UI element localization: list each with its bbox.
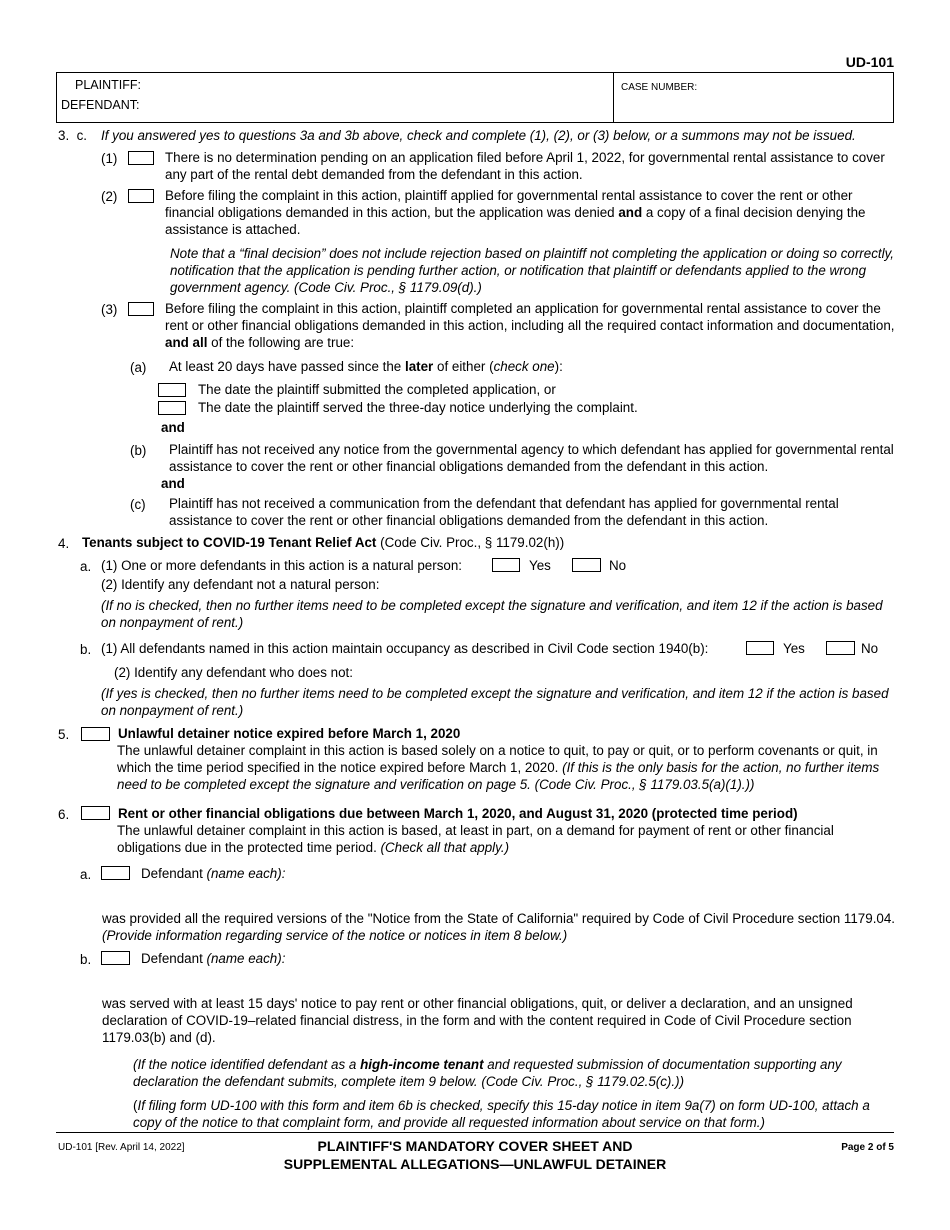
item-6a-text xyxy=(102,910,897,944)
item-6a-text-body: was provided all the required versions of the "Notice from the State of California" required by Code of Civil Procedure section 1179.04. xyxy=(102,911,896,926)
case-number-label: CASE NUMBER: xyxy=(621,82,698,93)
item-6a-defendant xyxy=(141,865,285,882)
item-3c3c-number: (c) xyxy=(130,497,146,512)
item-3c3b-number: (b) xyxy=(130,443,147,458)
item-3c-intro: If you answered yes to questions 3a and 3b above, check and complete (1), (2), or (3) below, or a summons may not be issued. xyxy=(101,128,856,143)
item-6-note-1-a: (If the notice identified defendant as a xyxy=(133,1057,361,1072)
item-4b1-no-label: No xyxy=(861,641,879,656)
item-4b-note: (If yes is checked, then no further items need to be completed except the signature and verification, and item 12 if the action is based on nonpayment of rent.) xyxy=(101,686,889,718)
item-3c3-number: (3) xyxy=(101,302,118,317)
caption-box xyxy=(56,72,894,123)
item-5-checkbox[interactable] xyxy=(81,727,110,741)
item-3c3a-text-1: At least 20 days have passed since the xyxy=(169,359,405,374)
item-6b-defendant-label: Defendant xyxy=(141,951,207,966)
item-4a1-no-checkbox[interactable] xyxy=(572,558,601,572)
item-6-note-1 xyxy=(133,1056,893,1090)
page-number: Page 2 of 5 xyxy=(841,1142,894,1153)
footer-title-line-1: PLAINTIFF'S MANDATORY COVER SHEET AND xyxy=(317,1138,633,1154)
item-6-title: Rent or other financial obligations due between March 1, 2020, and August 31, 2020 (protected time period) xyxy=(118,806,798,821)
item-3c3a-later: later xyxy=(404,359,434,374)
item-3c3-text-a: Before filing the complaint in this action, plaintiff completed an application for governmental rental assistance to cover the rent or other financial obligations demanded in this action, including all the required contact information and documentation, xyxy=(165,301,895,333)
item-5-text-body: The unlawful detainer complaint in this action is based solely on a notice to quit, to pay or quit, or to perform covenants or quit, in which the time period specified in the notice expired before March 1, 2020. xyxy=(117,743,878,775)
item-3c3-text-b: of the following are true: xyxy=(207,335,355,350)
plaintiff-label: PLAINTIFF: xyxy=(75,78,141,92)
item-4-heading xyxy=(82,534,564,551)
item-6-checkbox[interactable] xyxy=(81,806,110,820)
item-6a-text-note: (Provide information regarding service of the notice or notices in item 8 below.) xyxy=(102,928,568,943)
item-6b-checkbox[interactable] xyxy=(101,951,130,965)
item-5-title: Unlawful detainer notice expired before March 1, 2020 xyxy=(118,726,461,741)
item-3c3-and-1: and xyxy=(161,420,185,435)
item-6b-label: b. xyxy=(80,952,92,967)
item-4a2-text: (2) Identify any defendant not a natural person: xyxy=(101,577,380,592)
item-4b1-text: (1) All defendants named in this action maintain occupancy as described in Civil Code section 1940(b): xyxy=(101,641,709,656)
item-6-note-2 xyxy=(133,1097,893,1131)
item-3c3a-choice1-checkbox[interactable] xyxy=(158,383,186,397)
item-3c2-and: and xyxy=(618,205,643,220)
item-4b1-yes-label: Yes xyxy=(783,641,805,656)
item-5-text xyxy=(117,742,897,793)
item-3c3a-text xyxy=(169,358,563,375)
item-3c2-checkbox[interactable] xyxy=(128,189,154,203)
item-6a-name-each: (name each): xyxy=(206,866,286,881)
item-6-note-1-bold: high-income tenant xyxy=(360,1057,484,1072)
item-3c2-text-a: Before filing the complaint in this action, plaintiff applied for governmental rental assistance to cover the rent or other financial obligations demanded in this action, but the application was denied xyxy=(165,188,853,220)
item-6a-defendant-label: Defendant xyxy=(141,866,207,881)
footer-rule xyxy=(56,1132,894,1133)
item-5-text-note: (If this is the only basis for the action, no further items need to be completed except the signature and verification on page 5. (Code Civ. Proc., § 1179.03.5(a)(1).)) xyxy=(117,760,880,792)
item-3c3a-text-3: ): xyxy=(554,359,563,374)
item-6-text-note: (Check all that apply.) xyxy=(380,840,510,855)
item-3c3b-text: Plaintiff has not received any notice from the governmental agency to which defendant has applied for governmental rental assistance to cover the rent or other financial obligations demanded from the defendant in this action. xyxy=(169,442,894,474)
item-3c-number: 3. c. xyxy=(58,128,88,143)
item-4a1-text: (1) One or more defendants in this action is a natural person: xyxy=(101,558,462,573)
item-4b-label: b. xyxy=(80,642,92,657)
footer-title xyxy=(250,1137,700,1173)
item-3c3a-choice2-text: The date the plaintiff served the three-day notice underlying the complaint. xyxy=(198,400,638,415)
item-3c1-number: (1) xyxy=(101,151,118,166)
item-3c1-checkbox[interactable] xyxy=(128,151,154,165)
item-6-note-2-a: ( xyxy=(133,1098,138,1113)
item-4b1-no-checkbox[interactable] xyxy=(826,641,855,655)
form-code: UD-101 xyxy=(845,54,894,70)
item-6a-label: a. xyxy=(80,867,92,882)
item-6-note-1-b: and requested submission of documentation supporting any declaration the defendant submits, complete item 9 below. (Code Civ. Proc., § 1179.02.5(c).)) xyxy=(133,1057,842,1089)
footer-revision: UD-101 [Rev. April 14, 2022] xyxy=(58,1142,185,1153)
item-3c3-text xyxy=(165,300,895,351)
item-6a-checkbox[interactable] xyxy=(101,866,130,880)
item-5-number: 5. xyxy=(58,727,70,742)
item-3c3-checkbox[interactable] xyxy=(128,302,154,316)
item-3c3-and-all: and all xyxy=(165,335,208,350)
item-4-number: 4. xyxy=(58,536,70,551)
item-3c3a-text-2: of either ( xyxy=(433,359,494,374)
item-3c3a-check-one: check one xyxy=(493,359,555,374)
item-4a1-yes-checkbox[interactable] xyxy=(492,558,520,572)
item-3c2-text-b: a copy of a final decision denying the assistance is attached. xyxy=(165,205,866,237)
item-3c3-and-2: and xyxy=(161,476,185,491)
item-6b-defendant xyxy=(141,950,285,967)
item-3c3a-choice2-checkbox[interactable] xyxy=(158,401,186,415)
item-4b1-yes-checkbox[interactable] xyxy=(746,641,774,655)
item-3c2-note: Note that a “final decision” does not include rejection based on plaintiff not completing the application or doing so correctly, notification that the application is pending further action, or notification that plaintiff or defendants applied to the wrong government agency. (Code Civ. Proc., § 1179.09(d).) xyxy=(170,246,895,295)
item-3c3a-number: (a) xyxy=(130,360,147,375)
item-6-text xyxy=(117,822,897,856)
item-6b-name-each: (name each): xyxy=(206,951,286,966)
item-4a1-no-label: No xyxy=(609,558,627,573)
footer-title-line-2: SUPPLEMENTAL ALLEGATIONS—UNLAWFUL DETAINER xyxy=(283,1156,667,1172)
defendant-label: DEFENDANT: xyxy=(61,98,140,112)
caption-divider xyxy=(613,73,614,122)
item-3c1-text: There is no determination pending on an application filed before April 1, 2022, for governmental rental assistance to cover any part of the rental debt demanded from the defendant in this action. xyxy=(165,150,885,182)
item-3c2-number: (2) xyxy=(101,189,118,204)
item-4a-note: (If no is checked, then no further items need to be completed except the signature and verification, and item 12 if the action is based on nonpayment of rent.) xyxy=(101,598,883,630)
item-6b-text: was served with at least 15 days' notice to pay rent or other financial obligations, quit, or deliver a declaration, and an unsigned declaration of COVID-19–related financial distress, in the form and with the content required in Code of Civil Procedure section 1179.03(b) and (d). xyxy=(102,996,853,1045)
item-4b2-text: (2) Identify any defendant who does not: xyxy=(114,665,353,680)
item-6-number: 6. xyxy=(58,807,70,822)
item-3c2-text xyxy=(165,187,895,238)
item-4-title: Tenants subject to COVID-19 Tenant Relief Act xyxy=(82,535,377,550)
item-6-note-2-b: If filing form UD-100 with this form and item 6b is checked, specify this 15-day notice in item 9a(7) on form UD-100, attach a copy of the notice to that complaint form, and provide all requested information about service on that form.) xyxy=(133,1098,870,1130)
item-6-text-body: The unlawful detainer complaint in this action is based, at least in part, on a demand for payment of rent or other financial obligations due in the protected time period. xyxy=(117,823,834,855)
item-4a1-yes-label: Yes xyxy=(529,558,551,573)
item-3c3a-choice1-text: The date the plaintiff submitted the completed application, or xyxy=(198,382,556,397)
item-3c3c-text: Plaintiff has not received a communication from the defendant that defendant has applied for governmental rental assistance to cover the rent or other financial obligations demanded from the defendant in this action. xyxy=(169,496,839,528)
item-4a-label: a. xyxy=(80,559,92,574)
item-4-cite: (Code Civ. Proc., § 1179.02(h)) xyxy=(376,535,565,550)
